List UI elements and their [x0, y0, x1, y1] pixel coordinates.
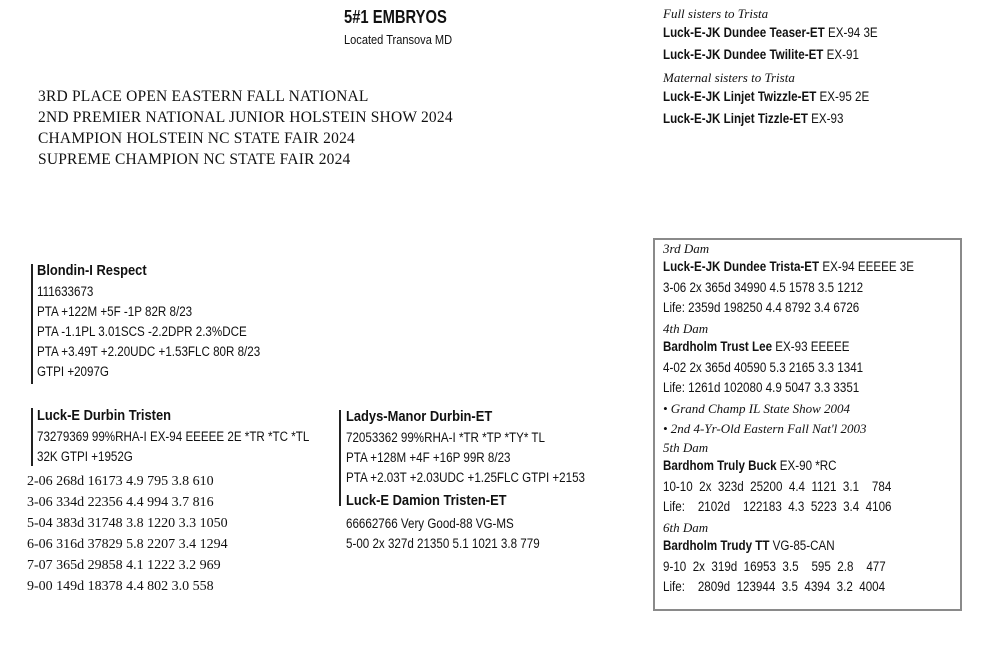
- dam-entry-score: EX-93 EEEEE: [775, 339, 850, 354]
- dam-entry-note: • 2nd 4-Yr-Old Eastern Fall Nat'l 2003: [663, 421, 867, 436]
- sisters-block: [663, 6, 913, 133]
- sister-name: Luck-E-JK Linjet Twizzle-ET: [663, 89, 817, 104]
- sister-score: EX-93: [811, 111, 844, 126]
- dam-generation: 4th Dam: [663, 321, 709, 336]
- sister-entry: [663, 47, 878, 70]
- dam-records: [27, 474, 228, 600]
- sire-line: PTA +122M +5F -1P 82R 8/23: [37, 304, 193, 319]
- dam-entry-name: Luck-E-JK Dundee Trista-ET: [663, 259, 820, 274]
- granddam-line: 66662766 Very Good-88 VG-MS: [346, 516, 514, 531]
- dam-entry-name: Bardhom Truly Buck: [663, 458, 777, 473]
- granddam-line: 5-00 2x 327d 21350 5.1 1021 3.8 779: [346, 536, 540, 551]
- sire-block: [37, 262, 297, 384]
- lactation-record: 5-04 383d 31748 3.8 1220 3.3 1050: [27, 516, 228, 531]
- pedigree-bracket-line: [31, 264, 33, 384]
- dam-entry-name: Bardholm Trudy TT: [663, 538, 770, 553]
- sister-name: Luck-E-JK Dundee Teaser-ET: [663, 25, 825, 40]
- dam-entry-line: 9-10 2x 319d 16953 3.5 595 2.8 477: [663, 559, 886, 574]
- maternal-sire-line: PTA +128M +4F +16P 99R 8/23: [346, 450, 511, 465]
- pedigree-bracket-line: [31, 408, 33, 466]
- dam-entry-score: EX-90 *RC: [779, 458, 837, 473]
- sister-entry: [663, 25, 878, 47]
- sire-line: GTPI +2097G: [37, 364, 109, 379]
- dam-entry-name: Bardholm Trust Lee: [663, 339, 773, 354]
- sire-line: PTA -1.1PL 3.01SCS -2.2DPR 2.3%DCE: [37, 324, 247, 339]
- lactation-record: 3-06 334d 22356 4.4 994 3.7 816: [27, 495, 214, 510]
- sister-name: Luck-E-JK Dundee Twilite-ET: [663, 47, 824, 62]
- page-subtitle: Located Transova MD: [344, 32, 453, 47]
- lactation-record: 9-00 149d 18378 4.4 802 3.0 558: [27, 579, 214, 594]
- sister-entry: [663, 89, 878, 111]
- award-line: CHAMPION HOLSTEIN NC STATE FAIR 2024: [38, 130, 355, 147]
- award-line: 2ND PREMIER NATIONAL JUNIOR HOLSTEIN SHOW 2024: [38, 109, 453, 126]
- dam-entry-line: 3-06 2x 365d 34990 4.5 1578 3.5 1212: [663, 280, 864, 295]
- maternal-sisters-heading: Maternal sisters to Trista: [663, 70, 795, 85]
- dam-entry-line: 4-02 2x 365d 40590 5.3 2165 3.3 1341: [663, 360, 864, 375]
- dam-generation: 3rd Dam: [663, 241, 710, 256]
- pedigree-bracket-line: [339, 410, 341, 506]
- dam-entry-score: EX-94 EEEEE 3E: [822, 259, 915, 274]
- sister-name: Luck-E-JK Linjet Tizzle-ET: [663, 111, 808, 126]
- granddam-block: [346, 492, 571, 556]
- dam-entry-line: Life: 2102d 122183 4.3 5223 3.4 4106: [663, 499, 892, 514]
- dam-name: Luck-E Durbin Tristen: [37, 407, 172, 424]
- sister-entry: [663, 111, 878, 133]
- full-sisters-heading: Full sisters to Trista: [663, 6, 769, 21]
- dam-line: 73279369 99%RHA-I EX-94 EEEEE 2E *TR *TC *TL: [37, 429, 310, 444]
- sire-name: Blondin-I Respect: [37, 262, 147, 279]
- dam-entry-line: Life: 2809d 123944 3.5 4394 3.2 4004: [663, 579, 886, 594]
- award-line: SUPREME CHAMPION NC STATE FAIR 2024: [38, 151, 351, 168]
- sire-line: 111633673: [37, 284, 94, 299]
- sire-line: PTA +3.49T +2.20UDC +1.53FLC 80R 8/23: [37, 344, 261, 359]
- dam-block: [37, 407, 354, 469]
- lactation-record: 2-06 268d 16173 4.9 795 3.8 610: [27, 474, 214, 489]
- dam-entry-title: [663, 458, 914, 479]
- dam-generation: 5th Dam: [663, 440, 709, 455]
- sister-score: EX-91: [826, 47, 859, 62]
- page-title: 5#1 EMBRYOS: [344, 7, 447, 27]
- maternal-sire-name: Ladys-Manor Durbin-ET: [346, 408, 493, 425]
- dam-entry-title: [663, 538, 914, 559]
- dam-entry-line: 10-10 2x 323d 25200 4.4 1121 3.1 784: [663, 479, 892, 494]
- sister-score: EX-94 3E: [827, 25, 878, 40]
- dam-entry-line: Life: 2359d 198250 4.4 8792 3.4 6726: [663, 300, 860, 315]
- dams-box-content: [663, 241, 955, 600]
- sister-score: EX-95 2E: [819, 89, 870, 104]
- award-line: 3RD PLACE OPEN EASTERN FALL NATIONAL: [38, 88, 369, 105]
- dam-generation: 6th Dam: [663, 520, 709, 535]
- dam-entry-title: [663, 339, 914, 360]
- dam-entry-score: VG-85-CAN: [772, 538, 835, 553]
- maternal-sire-line: PTA +2.03T +2.03UDC +1.25FLC GTPI +2153: [346, 470, 586, 485]
- lactation-record: 6-06 316d 37829 5.8 2207 3.4 1294: [27, 537, 228, 552]
- dam-entry-note: • Grand Champ IL State Show 2004: [663, 401, 851, 416]
- dam-entry-line: Life: 1261d 102080 4.9 5047 3.3 3351: [663, 380, 860, 395]
- granddam-name: Luck-E Damion Tristen-ET: [346, 492, 507, 509]
- dam-entry-title: [663, 259, 914, 280]
- maternal-sire-block: [346, 408, 624, 490]
- maternal-sire-line: 72053362 99%RHA-I *TR *TP *TY* TL: [346, 430, 545, 445]
- dam-line: 32K GTPI +1952G: [37, 449, 133, 464]
- awards-list: [38, 86, 453, 170]
- lactation-record: 7-07 365d 29858 4.1 1222 3.2 969: [27, 558, 221, 573]
